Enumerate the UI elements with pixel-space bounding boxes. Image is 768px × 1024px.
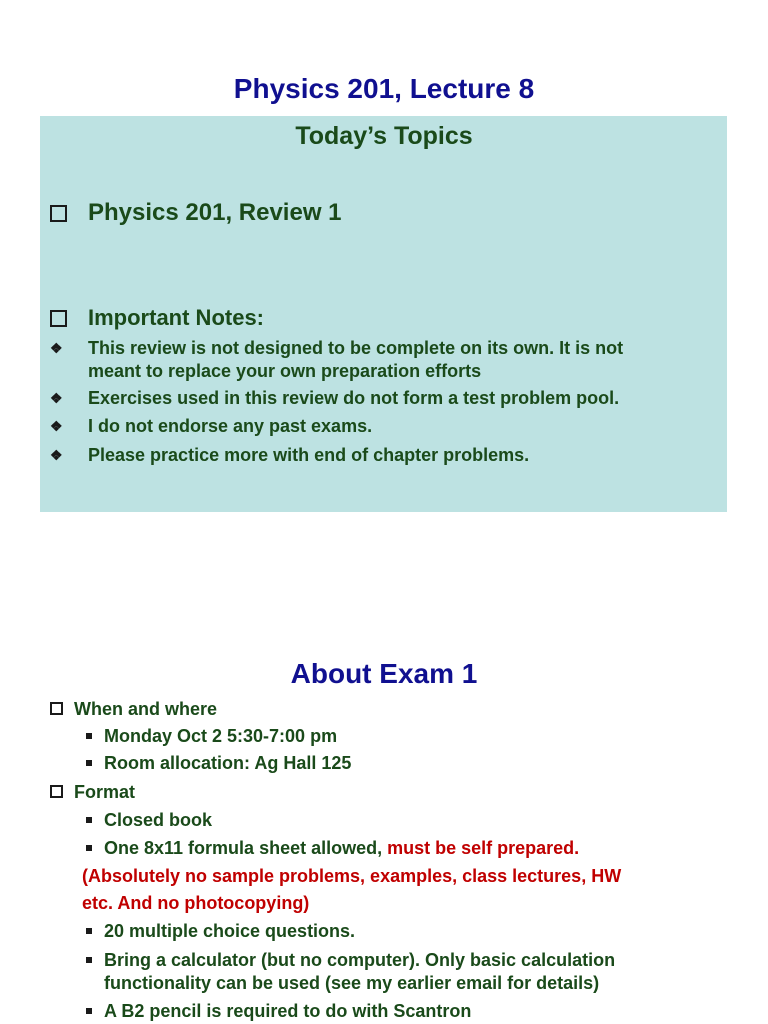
checkbox-icon <box>50 785 63 798</box>
square-bullet-icon <box>86 733 92 739</box>
when-item: Room allocation: Ag Hall 125 <box>104 753 352 773</box>
format-item: 20 multiple choice questions. <box>104 921 356 941</box>
checkbox-icon <box>50 310 67 327</box>
note-item-continuation: meant to replace your own preparation efforts <box>88 361 482 381</box>
square-bullet-icon <box>86 817 92 823</box>
square-bullet-icon <box>86 1008 92 1014</box>
format-heading: Format <box>74 782 136 802</box>
topic-item: Physics 201, Review 1 <box>88 199 342 226</box>
when-item: Monday Oct 2 5:30-7:00 pm <box>104 726 338 746</box>
notes-heading: Important Notes: <box>88 305 264 330</box>
square-bullet-icon <box>86 928 92 934</box>
format-item: Bring a calculator (but no computer). Only basic calculation <box>104 950 616 970</box>
slide2-title: About Exam 1 <box>290 658 478 689</box>
square-bullet-icon <box>86 760 92 766</box>
diamond-bullet-icon: ❖ <box>50 418 63 434</box>
topics-heading: Today’s Topics <box>295 122 473 150</box>
when-heading: When and where <box>74 699 218 719</box>
format-item <box>104 838 579 859</box>
format-item: Closed book <box>104 810 213 830</box>
note-item: I do not endorse any past exams. <box>88 416 373 436</box>
red-note: (Absolutely no sample problems, examples, class lectures, HW <box>82 866 622 886</box>
red-note-continuation: etc. And no photocopying) <box>82 893 310 913</box>
square-bullet-icon <box>86 845 92 851</box>
diamond-bullet-icon: ❖ <box>50 447 63 463</box>
format-item: A B2 pencil is required to do with Scantron <box>104 1001 472 1021</box>
diamond-bullet-icon: ❖ <box>50 390 63 406</box>
formula-sheet-warning: must be self prepared. <box>387 838 580 858</box>
checkbox-icon <box>50 702 63 715</box>
diamond-bullet-icon: ❖ <box>50 340 63 356</box>
note-item: Please practice more with end of chapter problems. <box>88 445 530 465</box>
format-item-continuation: functionality can be used (see my earlier email for details) <box>104 973 600 993</box>
checkbox-icon <box>50 205 67 222</box>
formula-sheet-text: One 8x11 formula sheet allowed, <box>104 838 388 858</box>
note-item: Exercises used in this review do not form a test problem pool. <box>88 388 620 408</box>
slide1-title: Physics 201, Lecture 8 <box>233 73 535 104</box>
square-bullet-icon <box>86 957 92 963</box>
note-item: This review is not designed to be complete on its own. It is not <box>88 338 624 358</box>
